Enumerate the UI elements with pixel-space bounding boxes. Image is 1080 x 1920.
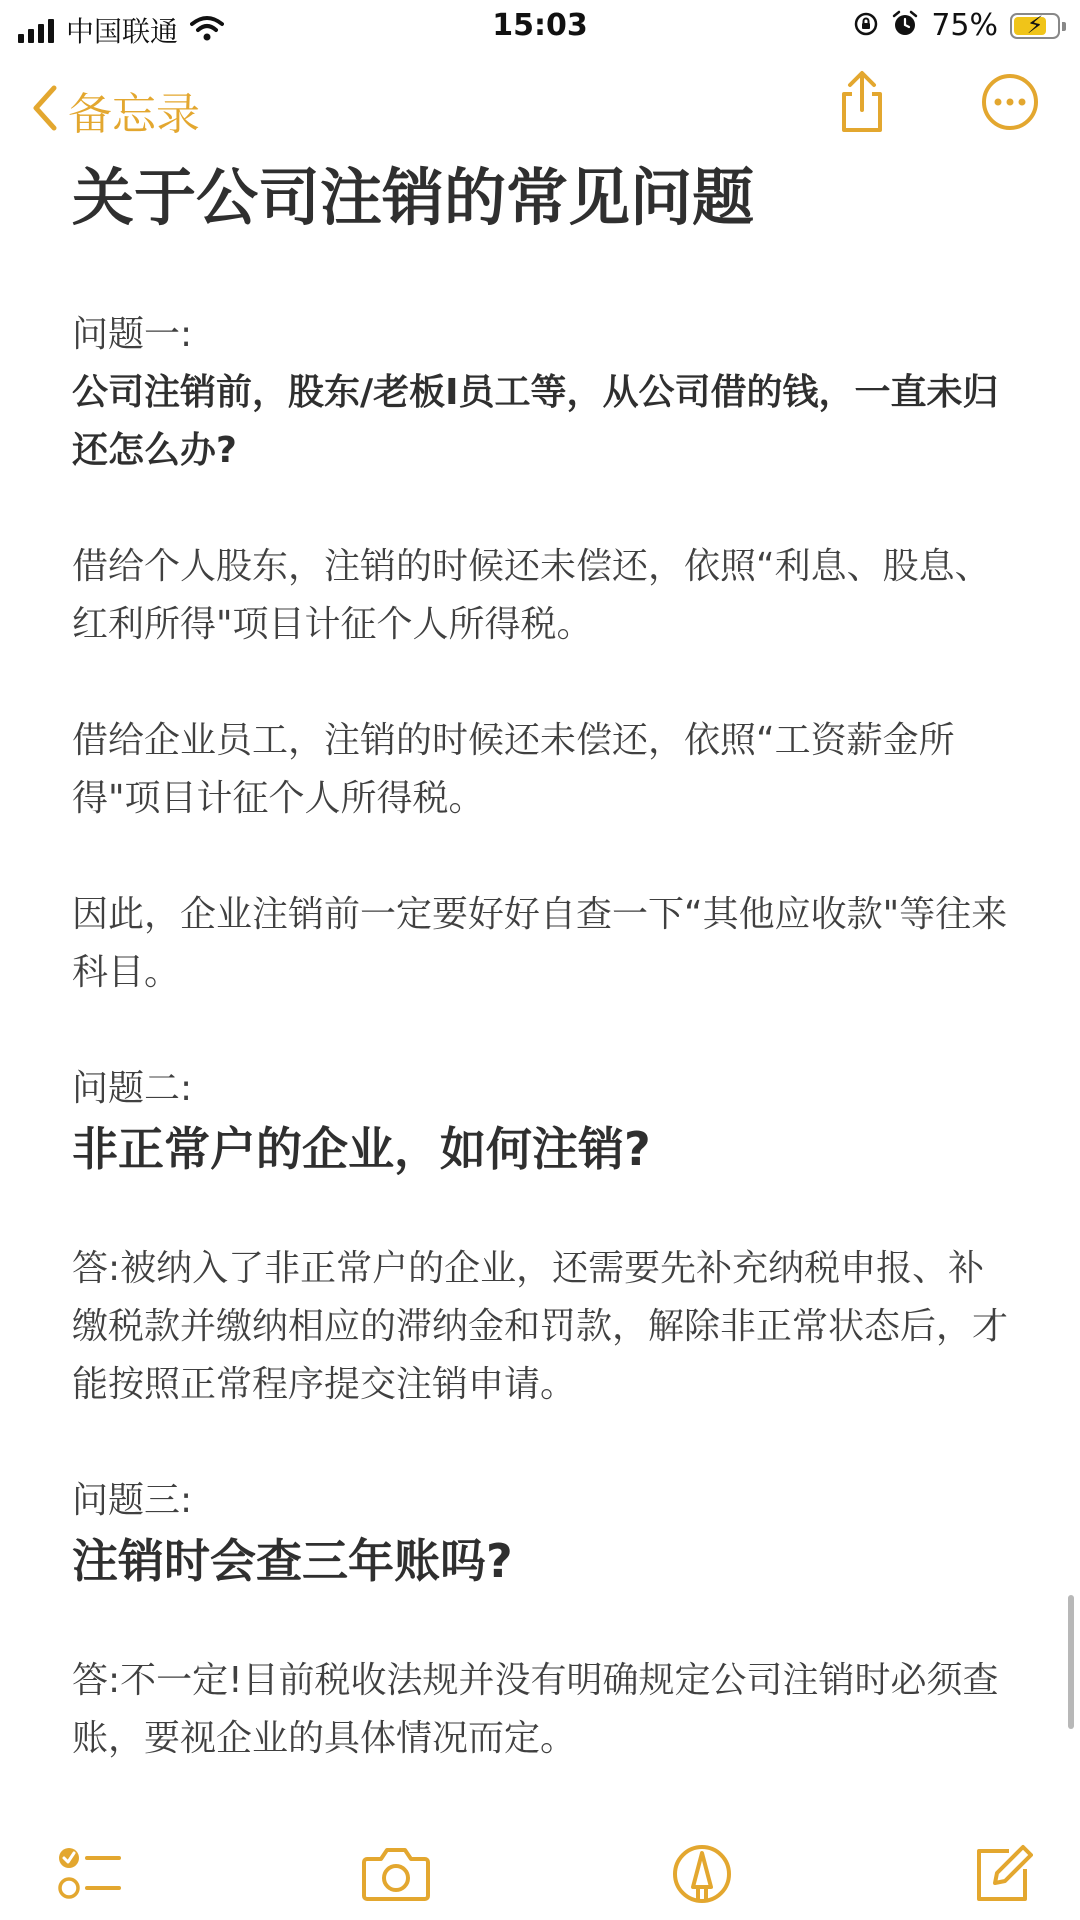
share-button[interactable] xyxy=(832,74,892,134)
question-3-text: 注销时会查三年账吗? xyxy=(72,1534,513,1588)
question-1-label: 问题一: xyxy=(72,314,193,355)
question-3-label: 问题三: xyxy=(72,1480,193,1521)
back-label: 备忘录 xyxy=(68,89,200,140)
checklist-icon xyxy=(57,1844,123,1908)
back-button[interactable] xyxy=(30,78,200,142)
compose-button[interactable] xyxy=(966,1840,1038,1912)
orientation-lock-icon xyxy=(853,11,879,41)
scrollbar[interactable] xyxy=(1068,1595,1074,1729)
camera-icon xyxy=(361,1845,431,1907)
markup-button[interactable] xyxy=(666,1840,738,1912)
question-2-text: 非正常户的企业，如何注销? xyxy=(72,1122,651,1176)
question-1-text: 公司注销前，股东/老板I员工等，从公司借的钱，一直未归还怎么办? xyxy=(72,372,999,471)
more-button[interactable] xyxy=(980,74,1040,134)
note-body[interactable] xyxy=(72,160,1012,1768)
chevron-left-icon xyxy=(30,84,60,136)
question-1-paragraph-1: 借给个人股东，注销的时候还未偿还，依照“利息、股息、红利所得"项目计征个人所得税。 xyxy=(72,546,991,645)
carrier-name: 中国联通 xyxy=(66,15,179,48)
compose-icon xyxy=(971,1843,1033,1909)
question-1-paragraph-3: 因此，企业注销前一定要好好自查一下“其他应收款"等往来科目。 xyxy=(72,894,1008,993)
question-3-answer: 答:不一定!目前税收法规并没有明确规定公司注销时必须查账，要视企业的具体情况而定。 xyxy=(72,1660,999,1759)
battery-percent: 75% xyxy=(931,8,998,43)
question-2-label: 问题二: xyxy=(72,1068,193,1109)
status-right xyxy=(853,8,1060,43)
alarm-icon xyxy=(891,10,919,42)
nav-actions xyxy=(832,74,1040,134)
share-icon xyxy=(836,70,888,138)
checklist-button[interactable] xyxy=(54,1840,126,1912)
camera-button[interactable] xyxy=(360,1840,432,1912)
bottom-toolbar xyxy=(0,1840,1080,1920)
more-icon xyxy=(980,72,1040,136)
note-title: 关于公司注销的常见问题 xyxy=(72,161,755,234)
question-2-answer: 答:被纳入了非正常户的企业，还需要先补充纳税申报、补缴税款并缴纳相应的滞纳金和罚款，解除非正常状态后，才能按照正常程序提交注销申请。 xyxy=(72,1248,1009,1405)
status-time: 15:03 xyxy=(492,8,588,43)
question-1-paragraph-2: 借给企业员工，注销的时候还未偿还，依照“工资薪金所得"项目计征个人所得税。 xyxy=(72,720,955,819)
battery-charging-icon: ⚡ xyxy=(1010,13,1060,39)
markup-pen-icon xyxy=(671,1843,733,1909)
nav-bar xyxy=(0,68,1080,156)
status-bar xyxy=(0,0,1080,58)
